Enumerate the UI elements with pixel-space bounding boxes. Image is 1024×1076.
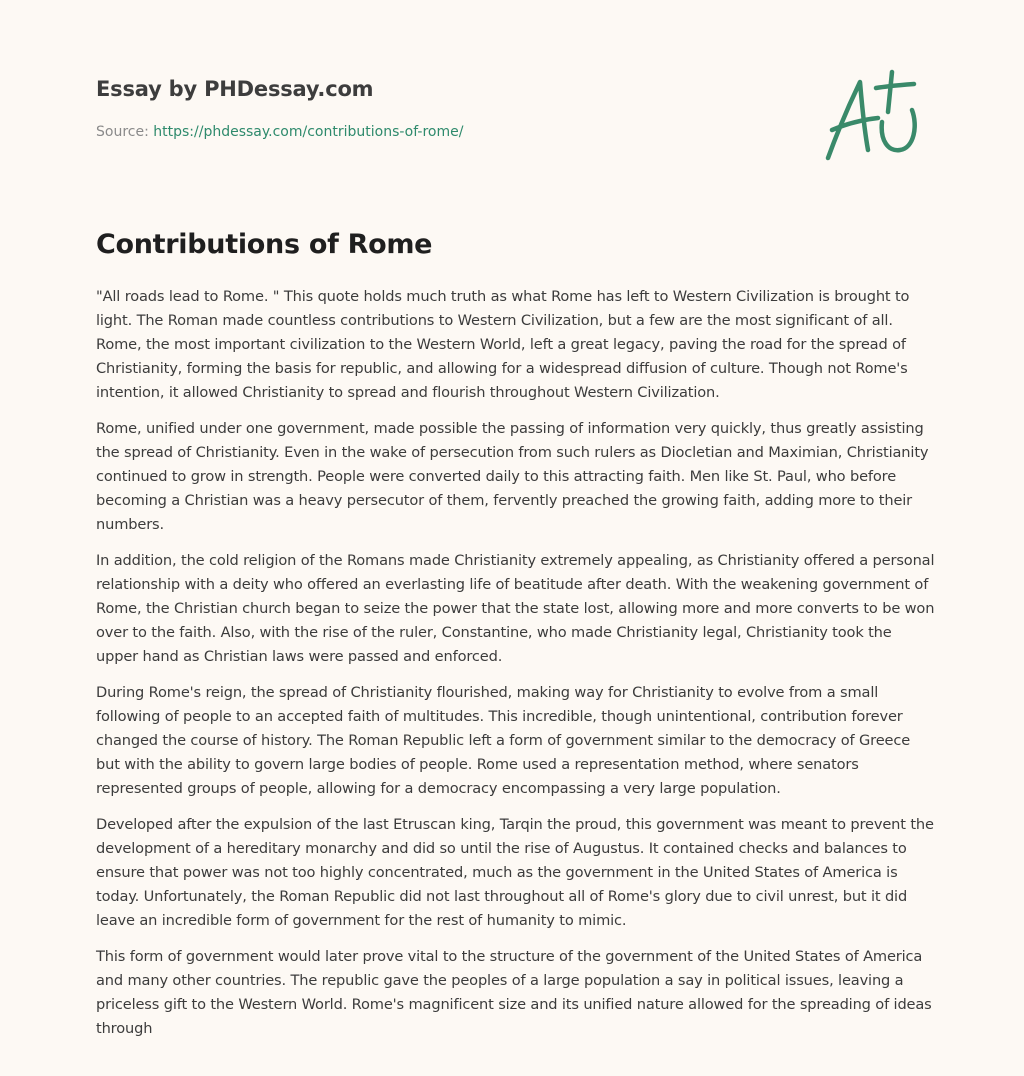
essay-body [96, 285, 936, 1053]
source-label: Source: [96, 124, 154, 140]
source-link[interactable]: https://phdessay.com/contributions-of-rome/ [153, 124, 464, 140]
essay-paragraph: During Rome's reign, the spread of Christianity flourished, making way for Christianity to evolve from a small following of people to an accepted faith of multitudes. This incredible, though unintentional, contribution forever changed the course of history. The Roman Republic left a form of government similar to the democracy of Greece but with the ability to govern large bodies of people. Rome used a representation method, where senators represented groups of people, allowing for a democracy encompassing a very large population. [96, 684, 911, 797]
essay-paragraph: Developed after the expulsion of the last Etruscan king, Tarqin the proud, this government was meant to prevent the development of a hereditary monarchy and did so until the rise of Augustus. It contained checks and balances to ensure that power was not too highly concentrated, much as the government in the United States of America is today. Unfortunately, the Roman Republic did not last throughout all of Rome's glory due to civil unrest, but it did leave an incredible form of government for the rest of humanity to mimic. [96, 816, 934, 929]
essay-paragraph: In addition, the cold religion of the Romans made Christianity extremely appealing, as Christianity offered a personal relationship with a deity who offered an everlasting life of beatitude after death. With the weakening government of Rome, the Christian church began to seize the power that the state lost, allowing more and more converts to be won over to the faith. Also, with the rise of the ruler, Constantine, who made Christianity legal, Christianity took the upper hand as Christian laws were passed and enforced. [96, 552, 935, 665]
a-plus-grade-icon [818, 66, 928, 166]
brand-title: Essay by PHDessay.com [96, 77, 374, 101]
essay-header [96, 74, 796, 140]
essay-paragraph: "All roads lead to Rome. " This quote holds much truth as what Rome has left to Western Civilization is brought to light. The Roman made countless contributions to Western Civilization, but a few are the most significant of all. Rome, the most important civilization to the Western World, left a great legacy, paving the road for the spread of Christianity, forming the basis for republic, and allowing for a widespread diffusion of culture. Though not Rome's intention, it allowed Christianity to spread and flourish throughout Western Civilization. [96, 288, 910, 401]
source-line [96, 124, 463, 140]
essay-paragraph: Rome, unified under one government, made possible the passing of information very quickly, thus greatly assisting the spread of Christianity. Even in the wake of persecution from such rulers as Diocletian and Maximian, Christianity continued to grow in strength. People were converted daily to this attracting faith. Men like St. Paul, who before becoming a Christian was a heavy persecutor of them, fervently preached the growing faith, adding more to their numbers. [96, 420, 929, 533]
essay-title: Contributions of Rome [96, 229, 433, 260]
essay-paragraph: This form of government would later prove vital to the structure of the government of the United States of America and many other countries. The republic gave the peoples of a large population a say in political issues, leaving a priceless gift to the Western World. Rome's magnificent size and its unified nature allowed for the spreading of ideas through [96, 948, 932, 1037]
